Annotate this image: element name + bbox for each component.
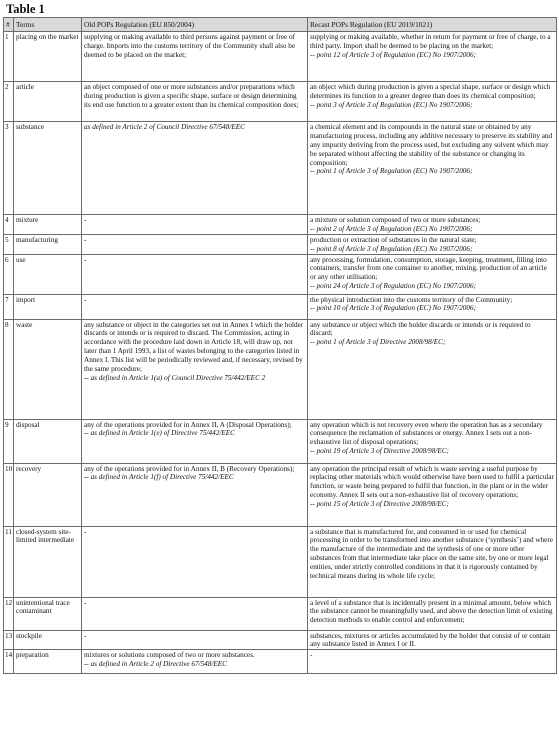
table-row xyxy=(4,294,557,319)
table-row xyxy=(4,122,557,215)
source-reference: -- point 3 of Article 3 of Regulation (EC) No 1907/2006; xyxy=(310,100,473,109)
definition-text: production or extraction of substances in the natural state; xyxy=(310,235,477,244)
table-row xyxy=(4,630,557,650)
old-regulation-cell xyxy=(82,234,308,254)
source-reference: -- point 15 of Article 3 of Directive 2008/98/EC; xyxy=(310,499,449,508)
source-reference: -- point 8 of Article 3 of Regulation (EC) No 1907/2006; xyxy=(310,244,473,253)
definition-text: - xyxy=(84,216,87,225)
row-number: 8 xyxy=(4,319,14,419)
term-cell: mixture xyxy=(14,215,82,235)
definition-text: - xyxy=(84,295,87,304)
recast-regulation-cell xyxy=(308,597,557,630)
term-cell: closed-system site-limited intermediate xyxy=(14,526,82,597)
definition-text: substances, mixtures or articles accumulated by the holder that consist of or contain any substance listed in Annex I or II. xyxy=(310,631,551,649)
old-regulation-cell xyxy=(82,294,308,319)
source-reference: -- point 2 of Article 3 of Regulation (EC) No 1907/2006; xyxy=(310,224,473,233)
definition-text: - xyxy=(84,527,87,536)
source-reference: -- point 10 of Article 3 of Regulation (EC) No 1907/2006; xyxy=(310,304,476,313)
old-regulation-cell xyxy=(82,32,308,82)
old-regulation-cell xyxy=(82,254,308,294)
definition-text: a substance that is manufactured for, and consumed in or used for chemical processing in order to be transformed into another substance (‘synthesis’) and where the manufacture of the intermediate and the synthesis of one or more other substances from that intermediate take place on the same site, by one or more legal entities, under strictly controlled conditions in that it is rigorously contained by technical means during its whole life cycle; xyxy=(310,527,553,580)
table-row xyxy=(4,319,557,419)
table-row xyxy=(4,463,557,526)
header-recast-regulation: Recast POPs Regulation (EU 2019/1021) xyxy=(308,18,557,32)
source-reference: -- as defined in Article 2 of Directive 67/548/EEC xyxy=(84,660,227,669)
recast-regulation-cell xyxy=(308,32,557,82)
term-cell: placing on the market xyxy=(14,32,82,82)
definition-text: an object which during production is given a special shape, surface or design which determines its function to a greater degree than does its chemical composition; xyxy=(310,83,551,100)
definition-text: any substance or object which the holder discards or intends or is required to discard; xyxy=(310,320,531,338)
row-number: 12 xyxy=(4,597,14,630)
recast-regulation-cell xyxy=(308,254,557,294)
definition-text: a chemical element and its compounds in the natural state or obtained by any manufacturing process, including any additive necessary to preserve its stability and any impurity deriving from the process used, but excluding any solvent which may be separated without affecting the stability of the substance or changing its composition; xyxy=(310,123,553,167)
recast-regulation-cell xyxy=(308,294,557,319)
old-regulation-cell xyxy=(82,319,308,419)
recast-regulation-cell xyxy=(308,319,557,419)
row-number: 1 xyxy=(4,32,14,82)
recast-regulation-cell xyxy=(308,122,557,215)
definition-text: supplying or making available, whether in return for payment or free of charge, to a third party. Import shall be deemed to be placing on the market; xyxy=(310,33,551,50)
old-regulation-cell xyxy=(82,122,308,215)
definition-text: the physical introduction into the customs territory of the Community; xyxy=(310,295,513,304)
old-regulation-cell xyxy=(82,650,308,674)
row-number: 6 xyxy=(4,254,14,294)
source-reference: -- as defined in Article 1(f) of Directive 75/442/EEC xyxy=(84,473,234,482)
row-number: 13 xyxy=(4,630,14,650)
table-row xyxy=(4,254,557,294)
row-number: 10 xyxy=(4,463,14,526)
table-row xyxy=(4,234,557,254)
terms-comparison-table xyxy=(3,17,557,674)
term-cell: recovery xyxy=(14,463,82,526)
table-header-row xyxy=(4,18,557,32)
definition-text: any operation the principal result of which is waste serving a useful purpose by replacing other materials which would otherwise have been used to fulfil a particular function, or waste being prepared to fulfil that function, in the plant or in the wider economy. Annex II sets out a non-exhaustive list of recovery operations; xyxy=(310,464,554,500)
table-row xyxy=(4,419,557,463)
row-number: 11 xyxy=(4,526,14,597)
definition-text: a mixture or solution composed of two or more substances; xyxy=(310,216,481,225)
row-number: 5 xyxy=(4,234,14,254)
table-body xyxy=(4,32,557,674)
definition-text: any substance or object in the categories set out in Annex I which the holder discards or intends or is required to discard. The Commission, acting in accordance with the procedure laid down in Article 18, will draw up, not later than 1 April 1993, a list of wastes belonging to the categories listed in Annex I. This list will be periodically reviewed and, if necessary, revised by the same procedure; xyxy=(84,320,304,373)
term-cell: article xyxy=(14,82,82,122)
table-caption: Table 1 xyxy=(6,2,45,16)
old-regulation-cell xyxy=(82,82,308,122)
source-reference: -- point 1 of Article 3 of Directive 2008/98/EC; xyxy=(310,338,446,347)
definition-text: any of the operations provided for in Annex II, B (Recovery Operations); xyxy=(84,464,295,473)
definition-text: any of the operations provided for in Annex II, A (Disposal Operations); xyxy=(84,420,292,429)
old-regulation-cell xyxy=(82,419,308,463)
recast-regulation-cell xyxy=(308,215,557,235)
definition-text: - xyxy=(84,235,87,244)
definition-text: - xyxy=(84,255,87,264)
row-number: 9 xyxy=(4,419,14,463)
old-regulation-cell xyxy=(82,526,308,597)
definition-text: any operation which is not recovery even where the operation has as a secondary consequence the reclamation of substances or energy. Annex I sets out a non-exhaustive list of disposal operations; xyxy=(310,420,543,447)
source-reference: -- point 1 of Article 3 of Regulation (EC) No 1907/2006; xyxy=(310,167,473,176)
recast-regulation-cell xyxy=(308,82,557,122)
table-row xyxy=(4,215,557,235)
definition-text: - xyxy=(84,631,87,640)
recast-regulation-cell xyxy=(308,630,557,650)
source-reference: as defined in Article 2 of Council Directive 67/548/EEC xyxy=(84,123,245,132)
term-cell: import xyxy=(14,294,82,319)
recast-regulation-cell xyxy=(308,463,557,526)
row-number: 4 xyxy=(4,215,14,235)
table-row xyxy=(4,526,557,597)
header-number: # xyxy=(4,18,14,32)
term-cell: disposal xyxy=(14,419,82,463)
old-regulation-cell xyxy=(82,215,308,235)
source-reference: -- point 19 of Article 3 of Directive 2008/98/EC; xyxy=(310,447,449,456)
term-cell: preparation xyxy=(14,650,82,674)
source-reference: -- point 24 of Article 3 of Regulation (EC) No 1907/2006; xyxy=(310,282,476,291)
header-old-regulation: Old POPs Regulation (EU 850/2004) xyxy=(82,18,308,32)
term-cell: substance xyxy=(14,122,82,215)
definition-text: - xyxy=(84,598,87,607)
recast-regulation-cell xyxy=(308,650,557,674)
definition-text: a level of a substance that is incidentally present in a minimal amount, below which the substance cannot be meaningfully used, and above the detection limit of existing detection methods to enable control and enforcement; xyxy=(310,598,553,625)
definition-text: an object composed of one or more substances and/or preparations which during production is given a specific shape, surface or design determining its end use function to a greater extent than its chemical composition does; xyxy=(84,83,299,109)
table-row xyxy=(4,650,557,674)
recast-regulation-cell xyxy=(308,526,557,597)
source-reference: -- as defined in Article 1(e) of Directive 75/442/EEC xyxy=(84,429,235,438)
term-cell: manufacturing xyxy=(14,234,82,254)
row-number: 3 xyxy=(4,122,14,215)
term-cell: unintentional trace contaminant xyxy=(14,597,82,630)
header-terms: Terms xyxy=(14,18,82,32)
definition-text: any processing, formulation, consumption, storage, keeping, treatment, filling into containers, transfer from one container to another, mixing, production of an article or any other utilisation; xyxy=(310,255,547,282)
source-reference: -- point 12 of Article 3 of Regulation (EC) No 1907/2006; xyxy=(310,50,476,59)
old-regulation-cell xyxy=(82,630,308,650)
source-reference: -- as defined in Article 1(a) of Council Directive 75/442/EEC 2 xyxy=(84,373,266,382)
row-number: 7 xyxy=(4,294,14,319)
definition-text: mixtures or solutions composed of two or more substances. xyxy=(84,651,255,660)
old-regulation-cell xyxy=(82,463,308,526)
row-number: 14 xyxy=(4,650,14,674)
recast-regulation-cell xyxy=(308,234,557,254)
term-cell: use xyxy=(14,254,82,294)
table-row xyxy=(4,32,557,82)
old-regulation-cell xyxy=(82,597,308,630)
term-cell: waste xyxy=(14,319,82,419)
definition-text: - xyxy=(310,651,313,660)
table-row xyxy=(4,597,557,630)
row-number: 2 xyxy=(4,82,14,122)
table-row xyxy=(4,82,557,122)
term-cell: stockpile xyxy=(14,630,82,650)
definition-text: supplying or making available to third persons against payment or free of charge. Imports into the customs territory of the Community shall also be deemed to be placed on the market; xyxy=(84,33,296,59)
recast-regulation-cell xyxy=(308,419,557,463)
